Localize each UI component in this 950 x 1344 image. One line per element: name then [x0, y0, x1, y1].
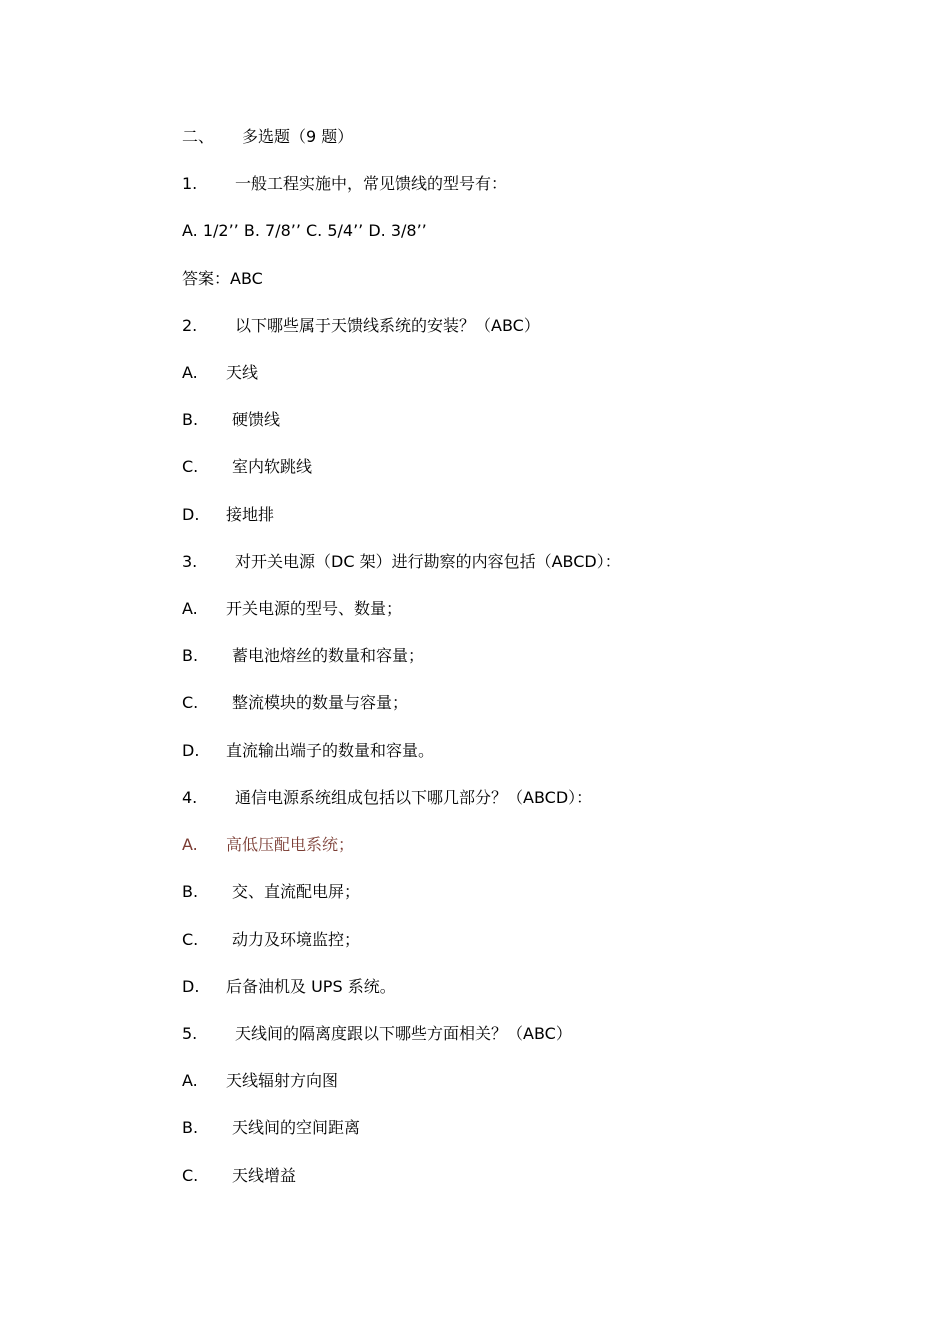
- option-letter: C.: [182, 457, 199, 476]
- option-item: [182, 1117, 360, 1139]
- option-item: [182, 929, 360, 951]
- option-letter: D.: [182, 505, 200, 524]
- option-letter: D.: [182, 977, 200, 996]
- option-letter: C.: [182, 693, 199, 712]
- option-item: [182, 1165, 296, 1187]
- question-text: 一般工程实施中，常见馈线的型号有：: [235, 174, 508, 193]
- option-text: 天线: [226, 363, 259, 382]
- option-text: 天线间的空间距离: [232, 1118, 361, 1137]
- question-1-options: A. 1/2’’ B. 7/8’’ C. 5/4’’ D. 3/8’’: [182, 221, 427, 240]
- option-item: [182, 692, 408, 714]
- question-text: 以下哪些属于天馈线系统的安装？（ABC）: [235, 316, 540, 335]
- option-item: [182, 409, 280, 431]
- question-text: 天线间的隔离度跟以下哪些方面相关？（ABC）: [235, 1024, 572, 1043]
- option-text: 交、直流配电屏；: [232, 882, 361, 901]
- option-letter: B.: [182, 1118, 199, 1137]
- option-item: [182, 881, 360, 903]
- option-letter: B.: [182, 410, 199, 429]
- option-text: 直流输出端子的数量和容量。: [226, 741, 435, 760]
- question-number: 4.: [182, 788, 198, 807]
- option-letter: C.: [182, 1166, 199, 1185]
- option-letter: A.: [182, 835, 198, 854]
- option-letter: B.: [182, 882, 199, 901]
- option-letter: A.: [182, 363, 198, 382]
- question-1-answer: 答案：ABC: [182, 269, 263, 288]
- option-item: [182, 645, 424, 667]
- question-1: [182, 173, 507, 195]
- option-item: [182, 598, 402, 620]
- option-item: [182, 740, 434, 762]
- question-2: [182, 315, 540, 337]
- option-item: [182, 1070, 338, 1092]
- option-text: 室内软跳线: [232, 457, 313, 476]
- section-heading: [182, 126, 353, 148]
- option-letter: B.: [182, 646, 199, 665]
- option-item: [182, 362, 258, 384]
- section-title: 多选题（9 题）: [242, 127, 354, 146]
- question-3: [182, 551, 621, 573]
- option-text: 后备油机及 UPS 系统。: [226, 977, 396, 996]
- question-text: 通信电源系统组成包括以下哪几部分？（ABCD）：: [235, 788, 593, 807]
- question-number: 5.: [182, 1024, 198, 1043]
- option-item: [182, 456, 312, 478]
- option-item: [182, 504, 274, 526]
- option-text: 硬馈线: [232, 410, 281, 429]
- option-text: 开关电源的型号、数量；: [226, 599, 403, 618]
- option-letter: D.: [182, 741, 200, 760]
- option-text: 高低压配电系统；: [226, 835, 355, 854]
- question-number: 1.: [182, 174, 198, 193]
- option-letter: A.: [182, 599, 198, 618]
- question-5: [182, 1023, 572, 1045]
- question-number: 3.: [182, 552, 198, 571]
- question-number: 2.: [182, 316, 198, 335]
- option-text: 接地排: [226, 505, 275, 524]
- option-letter: A.: [182, 1071, 198, 1090]
- option-text: 天线增益: [232, 1166, 297, 1185]
- question-4: [182, 787, 592, 809]
- option-text: 蓄电池熔丝的数量和容量；: [232, 646, 425, 665]
- option-letter: C.: [182, 930, 199, 949]
- section-number: 二、: [182, 127, 215, 146]
- option-text: 动力及环境监控；: [232, 930, 361, 949]
- option-item: [182, 976, 396, 998]
- question-text: 对开关电源（DC 架）进行勘察的内容包括（ABCD）：: [235, 552, 621, 571]
- option-text: 整流模块的数量与容量；: [232, 693, 409, 712]
- option-text: 天线辐射方向图: [226, 1071, 339, 1090]
- option-item: [182, 834, 354, 856]
